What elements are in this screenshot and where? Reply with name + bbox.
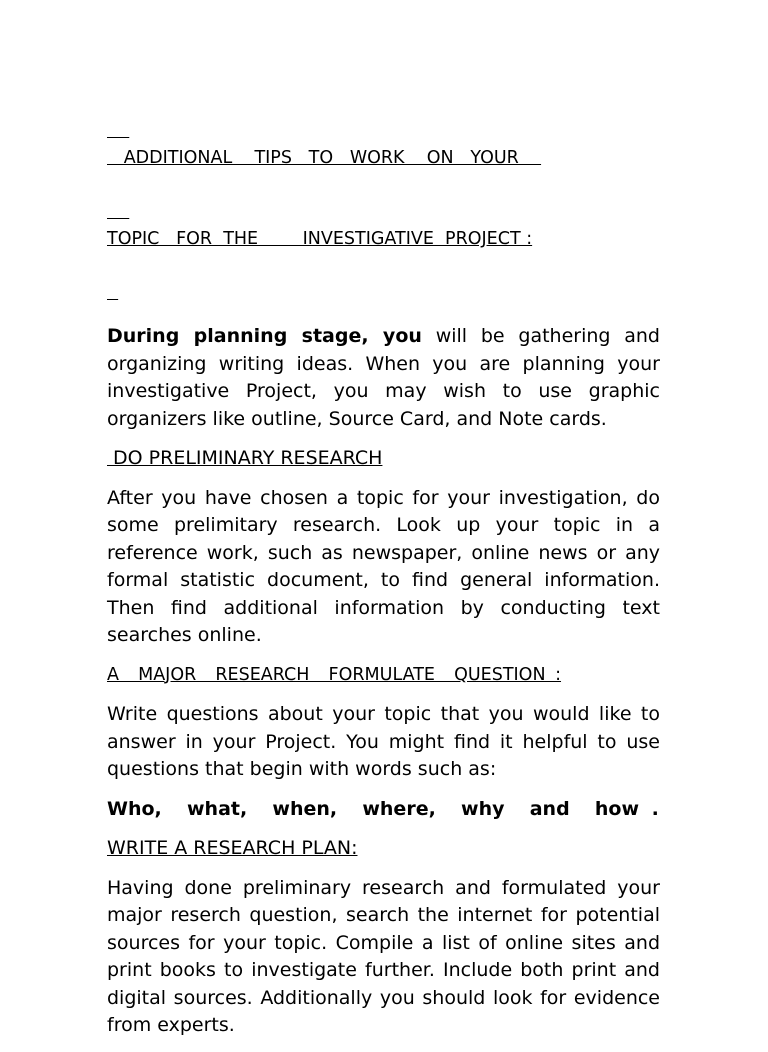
research-plan-paragraph: Having done preliminary research and formulated your major reserch question, search the internet for potential sources for your topic. Compile a list of online sites and print books to investigate further. Include both print and digital sources. Additionally you should look for evidence from experts. [107, 876, 660, 1036]
document-title [107, 91, 660, 307]
question-words: Who, what, when, where, why and how . [107, 797, 659, 820]
intro-text: will be gathering and organizing writing ideas. When you are planning your investigative Project, you may wish to use graphic organizers like outline, Source Card, and Note cards. [107, 325, 660, 430]
preliminary-research-paragraph: After you have chosen a topic for your investigation, do some prelimitary research. Look up your topic in a reference work, such as newspaper, online news or any formal statistic document, to find general information. Then find additional information by conducting text searches online. [107, 486, 660, 646]
title-line-1: ADDITIONAL TIPS TO WORK ON YOUR [107, 148, 542, 168]
section-heading-preliminary-research: DO PRELIMINARY RESEARCH [107, 447, 383, 469]
intro-paragraph [107, 323, 660, 433]
research-question-paragraph: Write questions about your topic that you would like to answer in your Project. You might find it helpful to use questions that begin with words such as: [107, 703, 660, 780]
document-page [107, 91, 660, 1052]
section-heading-research-question: A MAJOR RESEARCH FORMULATE QUESTION : [107, 664, 562, 685]
section-heading-research-plan: WRITE A RESEARCH PLAN: [107, 837, 358, 859]
intro-lead-bold: During planning stage, you [107, 325, 422, 347]
title-line-2: TOPIC FOR THE INVESTIGATIVE PROJECT : [107, 229, 533, 249]
